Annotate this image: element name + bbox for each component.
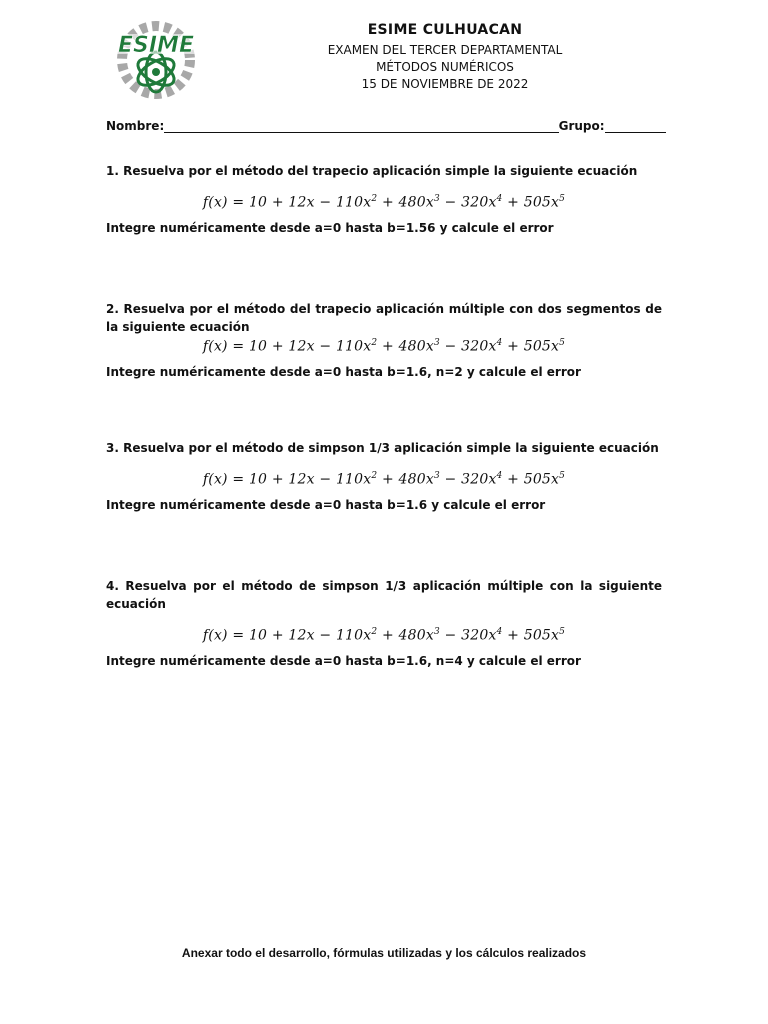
question-statement: 4. Resuelva por el método de simpson 1/3 aplicación múltiple con la siguiente ecuación: [106, 579, 662, 611]
question-4: [106, 577, 662, 668]
question-2: [106, 300, 662, 379]
equation: $f(x) = 10 + 12x - 110x^2 + 480x^3 - 320x^4 + 505x^5$: [202, 627, 566, 644]
equation: $f(x) = 10 + 12x - 110x^2 + 480x^3 - 320x^4 + 505x^5$: [202, 338, 566, 355]
integration-range: Integre numéricamente desde a=0 hasta b=1.6 y calcule el error: [106, 497, 546, 512]
school-name: ESIME CULHUACAN: [367, 22, 523, 38]
question-1: [106, 162, 662, 235]
student-info-line: [106, 118, 666, 133]
question-statement: 1. Resuelva por el método del trapecio aplicación simple la siguiente ecuación: [106, 164, 638, 178]
equation: $f(x) = 10 + 12x - 110x^2 + 480x^3 - 320x^4 + 505x^5$: [202, 194, 566, 211]
exam-date: 15 DE NOVIEMBRE DE 2022: [361, 77, 529, 91]
question-statement: 3. Resuelva por el método de simpson 1/3 aplicación simple la siguiente ecuación: [106, 441, 659, 455]
integration-range: Integre numéricamente desde a=0 hasta b=1.6, n=4 y calcule el error: [106, 653, 581, 668]
esime-logo: [108, 14, 204, 106]
name-label: Nombre:: [106, 119, 165, 133]
logo-text: ESIME: [118, 33, 194, 58]
question-statement: 2. Resuelva por el método del trapecio aplicación múltiple con dos segmentos de la siguiente ecuación: [106, 302, 662, 334]
footer-note: Anexar todo el desarrollo, fórmulas utilizadas y los cálculos realizados: [181, 946, 587, 960]
question-3: [106, 439, 662, 512]
name-blank[interactable]: [164, 118, 558, 133]
subject-title: MÉTODOS NUMÉRICOS: [376, 60, 514, 74]
exam-header: [250, 22, 640, 93]
integration-range: Integre numéricamente desde a=0 hasta b=1.6, n=2 y calcule el error: [106, 364, 581, 379]
group-blank[interactable]: [605, 118, 666, 133]
group-label: Grupo:: [558, 119, 605, 133]
integration-range: Integre numéricamente desde a=0 hasta b=1.56 y calcule el error: [106, 220, 554, 235]
exam-title: EXAMEN DEL TERCER DEPARTAMENTAL: [327, 43, 563, 57]
equation: $f(x) = 10 + 12x - 110x^2 + 480x^3 - 320x^4 + 505x^5$: [202, 471, 566, 488]
